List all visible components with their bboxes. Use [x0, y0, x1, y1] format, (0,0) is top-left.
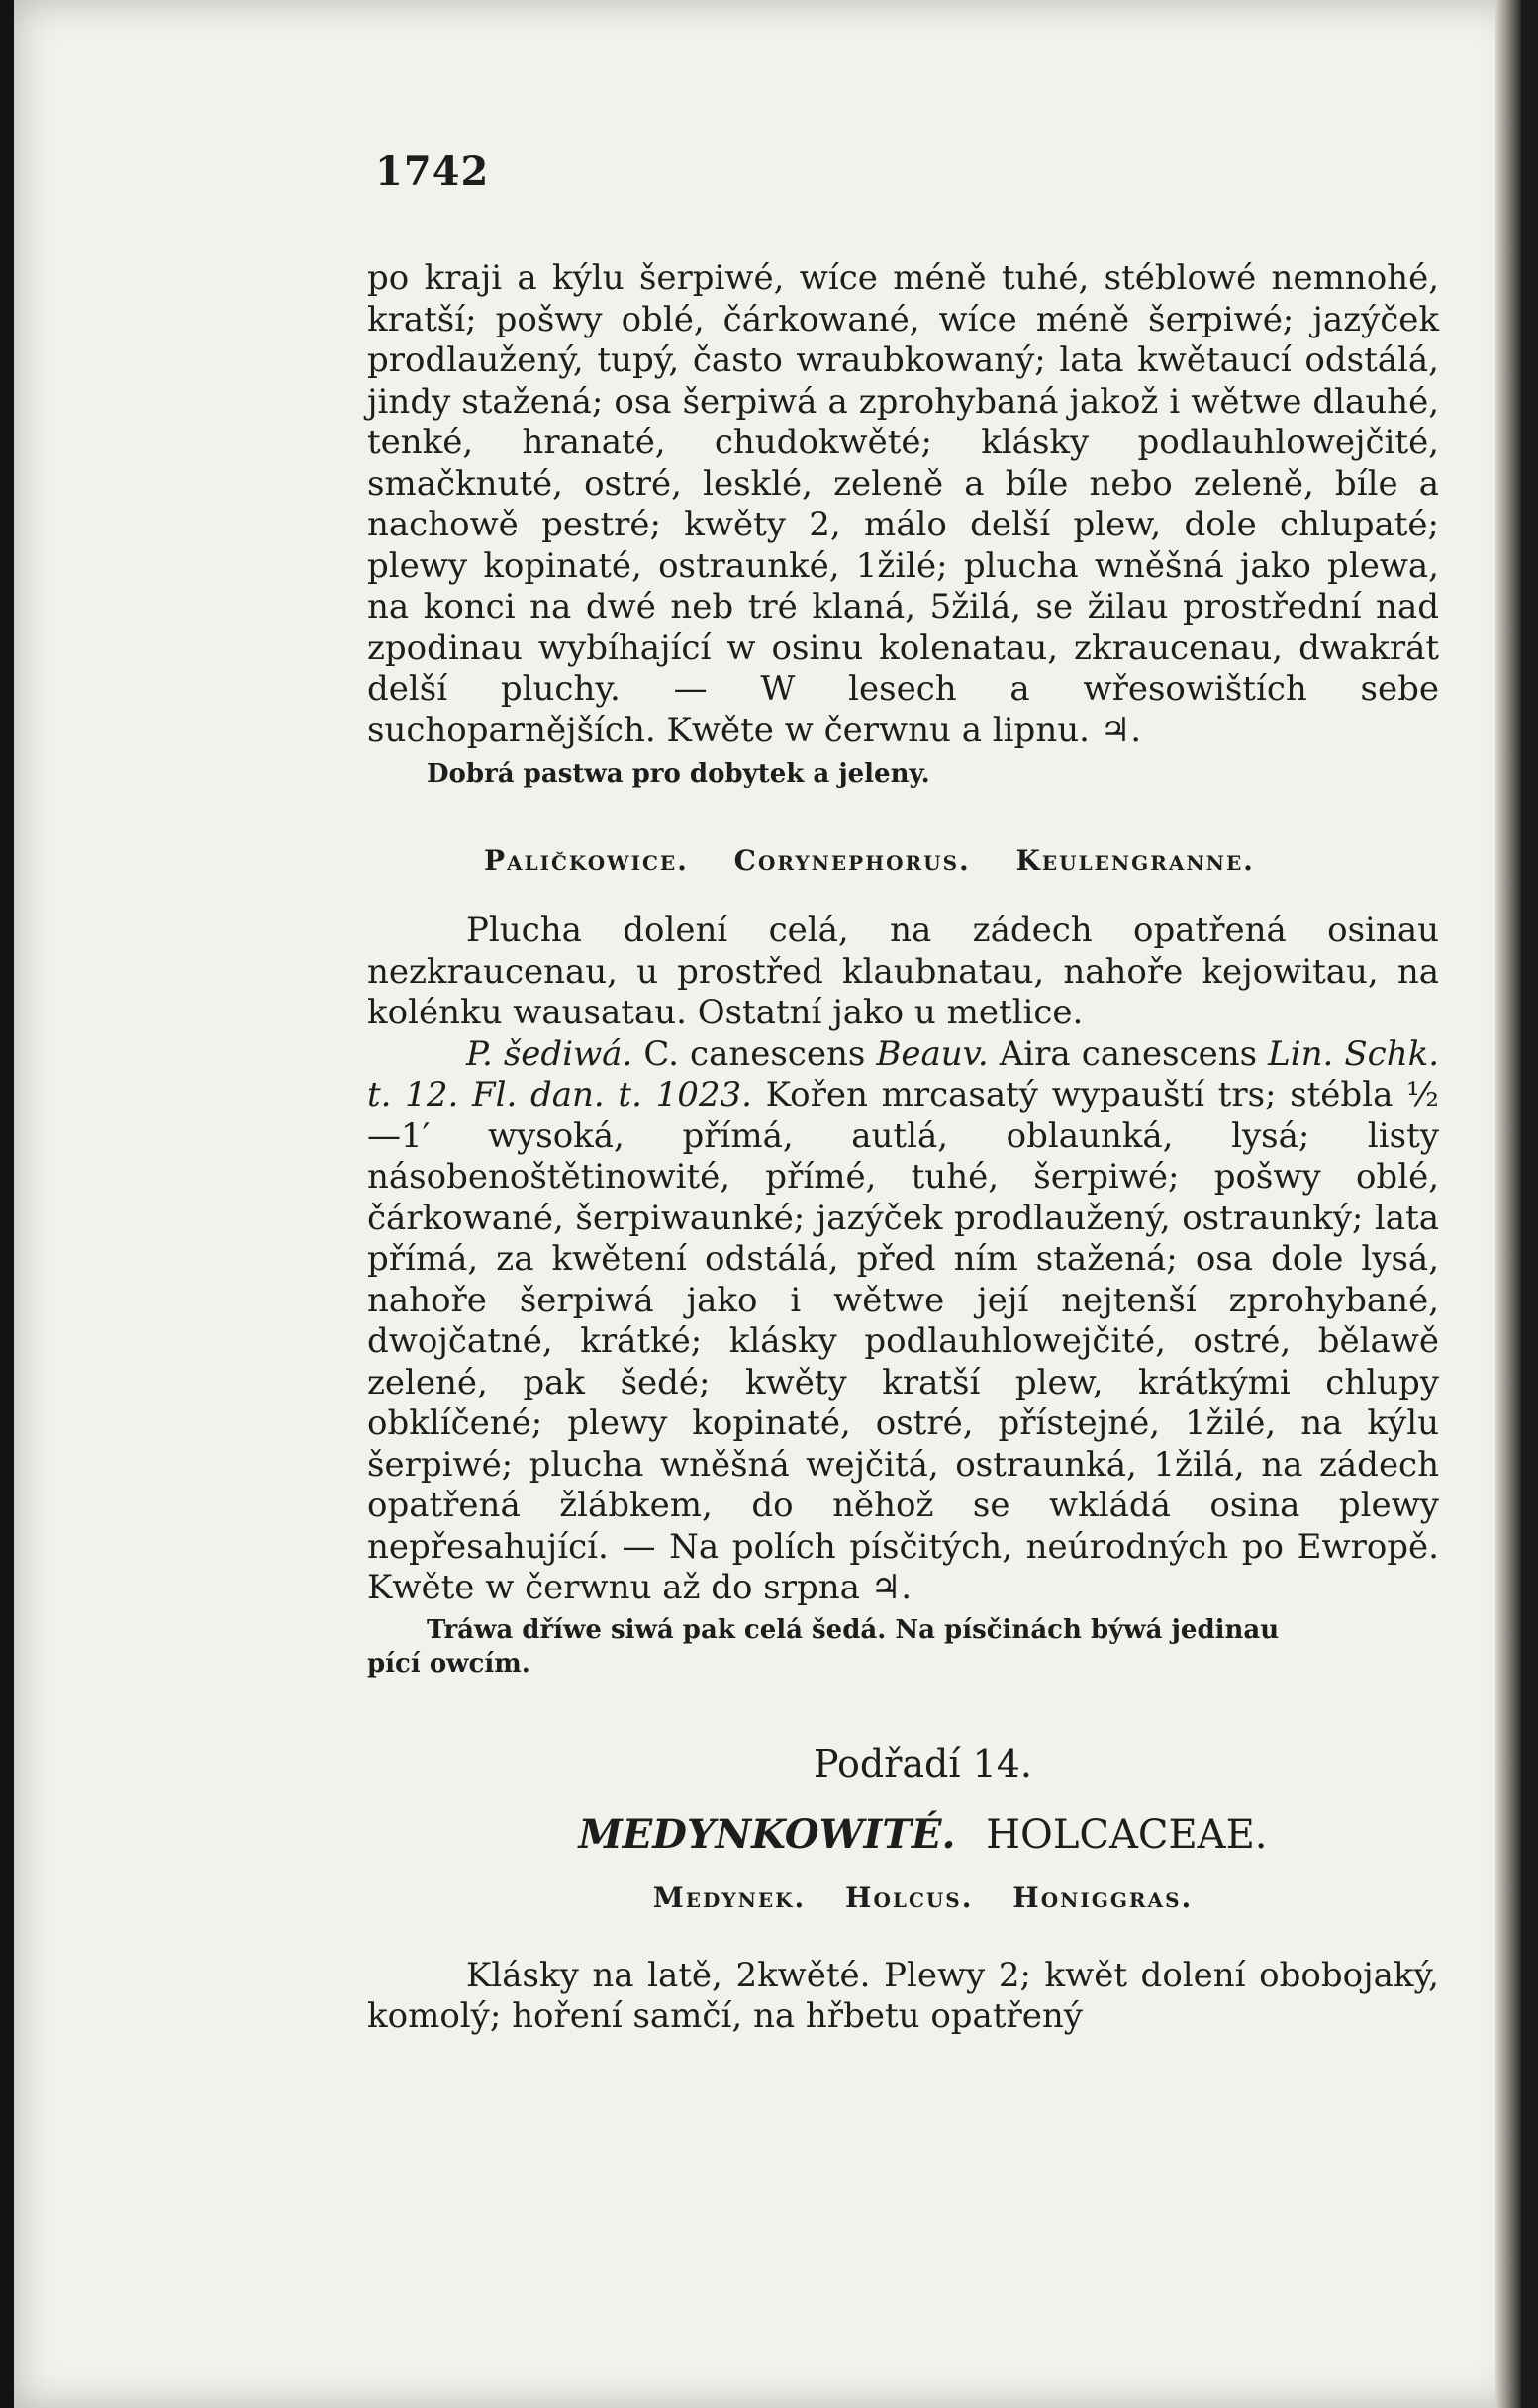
- usage-note-2: [367, 1613, 1439, 1681]
- family-latin-name: HOLCACEAE.: [986, 1811, 1268, 1858]
- species-latin-name: C. canescens: [643, 1033, 866, 1074]
- genus-heading-holcus: [407, 1881, 1439, 1914]
- genus-latin-name: Corynephorus.: [733, 844, 971, 877]
- family-heading: [407, 1811, 1439, 1858]
- family-czech-name: MEDYNKOWITÉ.: [578, 1810, 956, 1858]
- subfamily-heading: Podřadí 14.: [813, 1741, 1033, 1785]
- page-content: [367, 148, 1439, 2038]
- paragraph-holcus-description: Klásky na latě, 2kwěté. Plewy 2; kwět dolení obobojaký, komolý; hoření samčí, na hřbetu opatřený: [367, 1955, 1439, 2036]
- genus2-latin-name: Holcus.: [845, 1880, 974, 1914]
- reference-2: Fl. dan. t. 1023.: [471, 1075, 752, 1114]
- paragraph-species-description: [367, 1034, 1439, 1609]
- book-page: [14, 0, 1521, 2408]
- genus-heading-corynephorus: [484, 844, 1439, 877]
- genus-czech-name: Paličkowice.: [484, 844, 689, 877]
- reference-1: Schk. t. 12.: [367, 1033, 1440, 1114]
- scan-left-border: [0, 0, 14, 2408]
- paragraph-description-continued: po kraji a kýlu šerpiwé, wíce méně tuhé, stéblowé nemnohé, kratší; pošwy oblé, čárkowané, wíce méně šerpiwé; jazýček prodlaužený, tupý, často wraubkowaný; lata kwětaucí odstálá, jindy stažená; osa šerpiwá a zprohybaná jakož i wětwe dlauhé, tenké, hranaté, chudokwěté; klásky podlauhlowejčité, smačknuté, ostré, lesklé, zeleně a bíle nebo zeleně, bíle a nachowě pestré; kwěty 2, málo delší plew, dole chlupaté; plewy kopinaté, ostraunké, 1žilé; plucha wněšná jako plewa, na konci na dwé neb tré klaná, 5žilá, se žilau prostřední nad zpodinau wybíhající w osinu kolenatau, zkraucenau, dwakrát delší pluchy. — W lesech a wřesowištích sebe suchoparnějších. Kwěte w čerwnu a lipnu. ♃.: [367, 258, 1439, 750]
- genus-german-name: Keulengranne.: [1015, 844, 1255, 877]
- genus2-czech-name: Medynek.: [652, 1880, 807, 1914]
- species-text: Kořen mrcasatý wypauští trs; stébla ½—1′ wysoká, přímá, autlá, oblaunká, lysá; listy násobenoštětinowité, přímé, tuhé, šerpiwé; pošwy oblé, čárkowané, šerpiwaunké; jazýček prodlaužený, ostraunký; lata přímá, za kwětení odstálá, před ním stažená; osa dole lysá, nahoře šerpiwá jako i wětwe její nejtenší zprohybané, dwojčatné, krátké; klásky podlauhlowejčité, ostré, bělawě zelené, pak šedé; kwěty kratší plew, krátkými chlupy obklíčené; plewy kopinaté, ostré, přístejné, 1žilé, na kýlu šerpiwé; plucha wněšná wejčitá, ostraunká, 1žilá, na zádech opatřená žlábkem, do něhož se wkládá osina plewy nepřesahující. — Na polích písčitých, neúrodných po Ewropě. Kwěte w čerwnu až do srpna ♃.: [367, 1075, 1440, 1607]
- species-author: Beauv.: [876, 1033, 989, 1074]
- paragraph-genus-description: Plucha dolení celá, na zádech opatřená osinau nezkraucenau, u prostřed klaubnatau, nahoře kejowitau, na kolénku wausatau. Ostatní jako u metlice.: [367, 911, 1439, 1032]
- species-czech-name: P. šediwá.: [466, 1033, 633, 1074]
- page-edge-shadow: [1495, 0, 1521, 2408]
- species-synonym: Aira canescens: [999, 1033, 1258, 1074]
- genus2-german-name: Honiggras.: [1012, 1880, 1194, 1914]
- usage-note-2-line2: pící owcím.: [367, 1648, 530, 1679]
- usage-note-1: Dobrá pastwa pro dobytek a jeleny.: [427, 759, 930, 789]
- usage-note-2-line1: Tráwa dříwe siwá pak celá šedá. Na písčinách býwá jedinau: [427, 1614, 1280, 1645]
- page-number: 1742: [375, 148, 490, 195]
- synonym-author: Lin.: [1268, 1033, 1334, 1074]
